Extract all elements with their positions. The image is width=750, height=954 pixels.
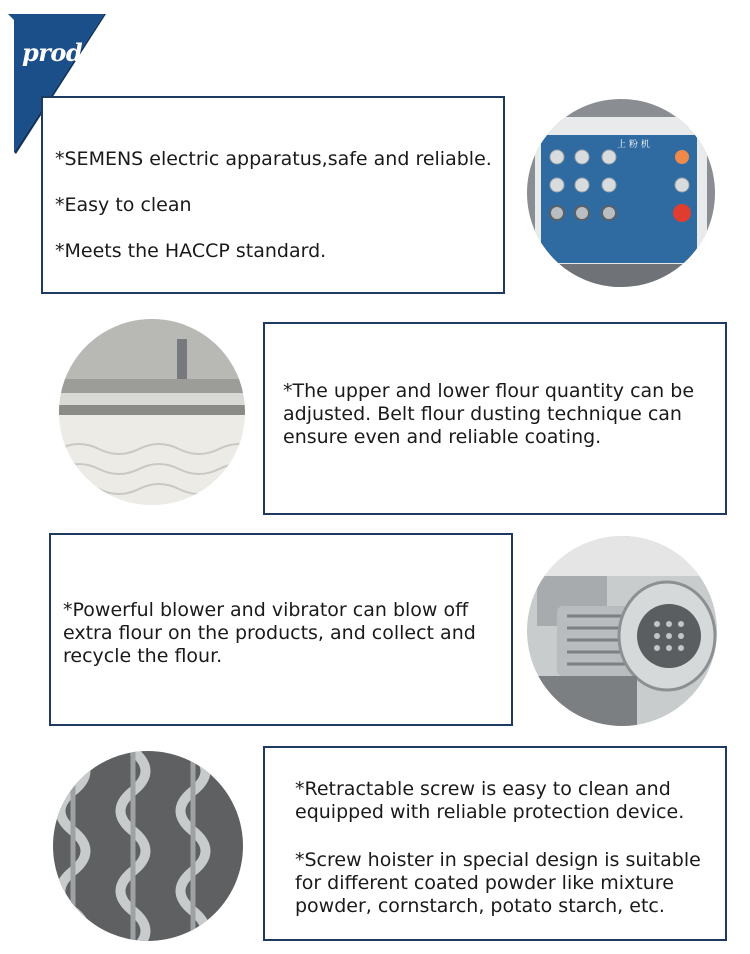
screw-conveyor-photo xyxy=(53,751,243,941)
feature-line: *Retractable screw is easy to clean and equipped with reliable protection device. xyxy=(295,778,685,823)
feature-text: *Powerful blower and vibrator can blow off extra flour on the products, and collect and recycle the flour. xyxy=(63,599,476,667)
feature-box-blower xyxy=(49,533,513,726)
feature-line: *Easy to clean xyxy=(55,194,192,216)
feature-box-flour-dusting xyxy=(263,322,727,515)
feature-text: *The upper and lower flour quantity can be adjusted. Belt flour dusting technique can ensure even and reliable coating. xyxy=(283,380,695,448)
feature-line: *Meets the HACCP standard. xyxy=(55,240,327,262)
flour-coating-photo xyxy=(59,319,245,505)
control-panel-photo xyxy=(527,99,715,287)
page-title: product details xyxy=(22,38,219,67)
panel-label: 上 粉 机 xyxy=(617,140,650,150)
blower-motor-photo xyxy=(527,536,717,726)
feature-box-screw xyxy=(263,746,727,941)
feature-line: *SEMENS electric apparatus,safe and reliable. xyxy=(55,148,492,170)
feature-line: *Screw hoister in special design is suitable for different coated powder like mixture powder, cornstarch, potato starch, etc. xyxy=(295,849,701,917)
feature-box-electrics xyxy=(41,96,505,294)
